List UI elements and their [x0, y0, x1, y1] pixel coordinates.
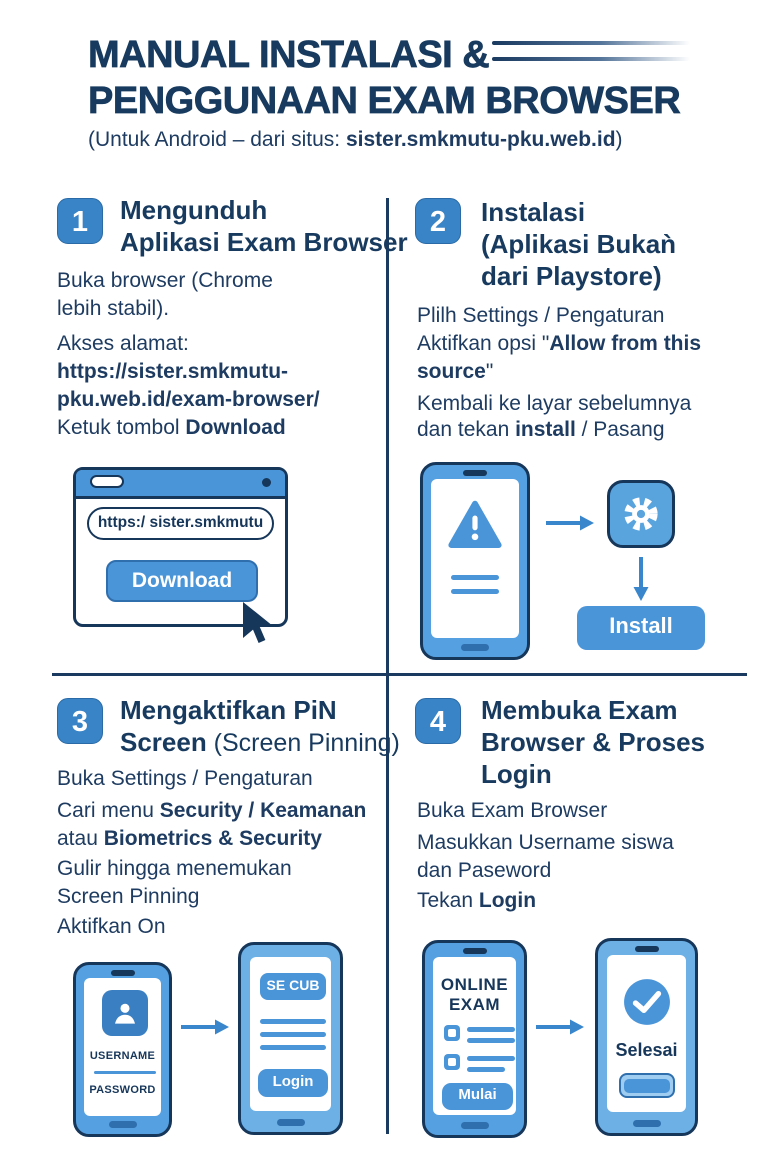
step-3-heading: Mengaktifkan PiN — [120, 695, 337, 725]
menu-line — [451, 575, 499, 580]
step-1-text: lebih stabil). — [57, 297, 170, 320]
step-2-text: Aktifkan opsi "Allow from this — [417, 332, 702, 355]
browser-tab-pill — [90, 475, 124, 488]
phone-finished-illustration — [595, 938, 698, 1136]
step-2-heading: dari Playstore) — [481, 261, 662, 291]
row-divider — [52, 673, 747, 676]
step-2-text: Kembali ke layar sebelumnya — [417, 392, 692, 415]
login-button: Login — [258, 1069, 328, 1097]
step-3-text: atau Biometrics & Security — [57, 827, 322, 850]
check-icon — [622, 977, 672, 1027]
phone-home-button — [461, 644, 489, 651]
page-subtitle: (Untuk Android – dari situs: sister.smkmutu-pku.web.id) — [88, 128, 623, 151]
browser-menu-dot — [262, 478, 271, 487]
step-4-text: Tekan Login — [417, 889, 537, 912]
step-1-text: Ketuk tombol Download — [57, 416, 286, 439]
phone-home-button — [633, 1120, 661, 1127]
step-3-text: Screen Pinning — [57, 885, 200, 908]
download-button: Download — [106, 560, 258, 602]
step-4-text: Buka Exam Browser — [417, 799, 608, 822]
page-title-line2: PENGGUNAAN EXAM BROWSER — [88, 80, 681, 122]
phone-screen — [431, 479, 519, 638]
username-label: USERNAME — [89, 1050, 156, 1062]
step-3-heading: Screen (Screen Pinning) — [120, 727, 400, 757]
step-2-text: dan tekan install / Pasang — [417, 418, 665, 441]
phone-warning-illustration — [420, 462, 530, 660]
step-4-heading: Browser & Proses — [481, 727, 705, 757]
arrow-right-icon — [180, 1018, 230, 1036]
step-3-text: Buka Settings / Pengaturan — [57, 767, 313, 790]
step-1-text: Akses alamat: — [57, 332, 189, 355]
step-4-heading: Membuka Exam — [481, 695, 678, 725]
phone-notch — [111, 970, 135, 976]
phone-screen — [250, 957, 331, 1111]
step-1-text: Buka browser (Chrome — [57, 269, 273, 292]
exam-line — [467, 1027, 515, 1032]
step-1-heading: Mengunduh — [120, 195, 268, 225]
step-4-text: Masukkan Username siswa — [417, 831, 674, 854]
step-4-heading: Login — [481, 759, 552, 789]
mulai-button: Mulai — [442, 1083, 513, 1110]
exam-line — [467, 1056, 515, 1061]
phone-screen — [84, 978, 161, 1116]
slider-button — [619, 1073, 675, 1098]
install-button: Install — [577, 606, 705, 650]
phone-screen — [607, 955, 686, 1112]
online-exam-title: EXAM — [448, 995, 501, 1014]
step-4-badge: 4 — [415, 698, 461, 744]
selesai-label: Selesai — [615, 1040, 678, 1060]
step-2-heading: Instalasi — [481, 197, 586, 227]
phone-notch — [463, 948, 487, 954]
step-1-badge: 1 — [57, 198, 103, 244]
content-line — [260, 1032, 326, 1037]
step-2-heading: (Aplikasi Bukaǹ — [481, 229, 677, 259]
step-2-badge: 2 — [415, 198, 461, 244]
step-2-text: Plilh Settings / Pengaturan — [417, 304, 665, 327]
title-decoration-line — [492, 57, 690, 61]
phone-credentials-illustration — [73, 962, 172, 1137]
subtitle-site-url: sister.smkmutu-pku.web.id — [345, 128, 616, 151]
step-1-url-text: pku.web.id/exam-browser/ — [57, 388, 320, 411]
column-divider — [386, 198, 389, 1134]
warning-icon — [446, 499, 504, 551]
phone-home-button — [461, 1122, 489, 1129]
phone-notch — [635, 946, 659, 952]
step-3-text: Cari menu Security / Keamanan — [57, 799, 367, 822]
exam-line — [467, 1067, 505, 1072]
secub-badge: SE CUB — [260, 973, 326, 1000]
content-line — [260, 1045, 326, 1050]
checkbox-icon — [444, 1025, 460, 1041]
step-2-text: source" — [417, 360, 494, 383]
step-3-text: Aktifkan On — [57, 915, 166, 938]
exam-line — [467, 1038, 515, 1043]
step-3-text: Gulir hingga menemukan — [57, 857, 292, 880]
arrow-down-icon — [632, 556, 650, 602]
phone-screen — [433, 957, 516, 1115]
avatar-icon — [102, 990, 148, 1036]
title-decoration-line — [492, 41, 690, 45]
phone-home-button — [109, 1121, 137, 1128]
phone-exam-illustration — [422, 940, 527, 1138]
arrow-right-icon — [545, 514, 595, 532]
menu-line — [451, 589, 499, 594]
cursor-icon — [237, 600, 279, 648]
checkbox-icon — [444, 1054, 460, 1070]
step-1-heading: Aplikasi Exam Browser — [120, 227, 408, 257]
field-divider-line — [94, 1071, 156, 1074]
url-bar: https:/ sister.smkmutu — [87, 507, 274, 540]
step-4-text: dan Paseword — [417, 859, 552, 882]
content-line — [260, 1019, 326, 1024]
phone-home-button — [277, 1119, 305, 1126]
online-exam-title: ONLINE — [440, 975, 509, 994]
step-3-badge: 3 — [57, 698, 103, 744]
gear-icon — [622, 495, 660, 533]
phone-notch — [463, 470, 487, 476]
page-title-line1: MANUAL INSTALASI & — [88, 34, 490, 76]
arrow-right-icon — [535, 1018, 585, 1036]
step-1-url-text: https://sister.smkmutu- — [57, 360, 289, 383]
settings-app-icon — [607, 480, 675, 548]
browser-title-bar — [76, 470, 285, 499]
phone-login-illustration — [238, 942, 343, 1135]
password-label: PASSWORD — [89, 1084, 156, 1096]
